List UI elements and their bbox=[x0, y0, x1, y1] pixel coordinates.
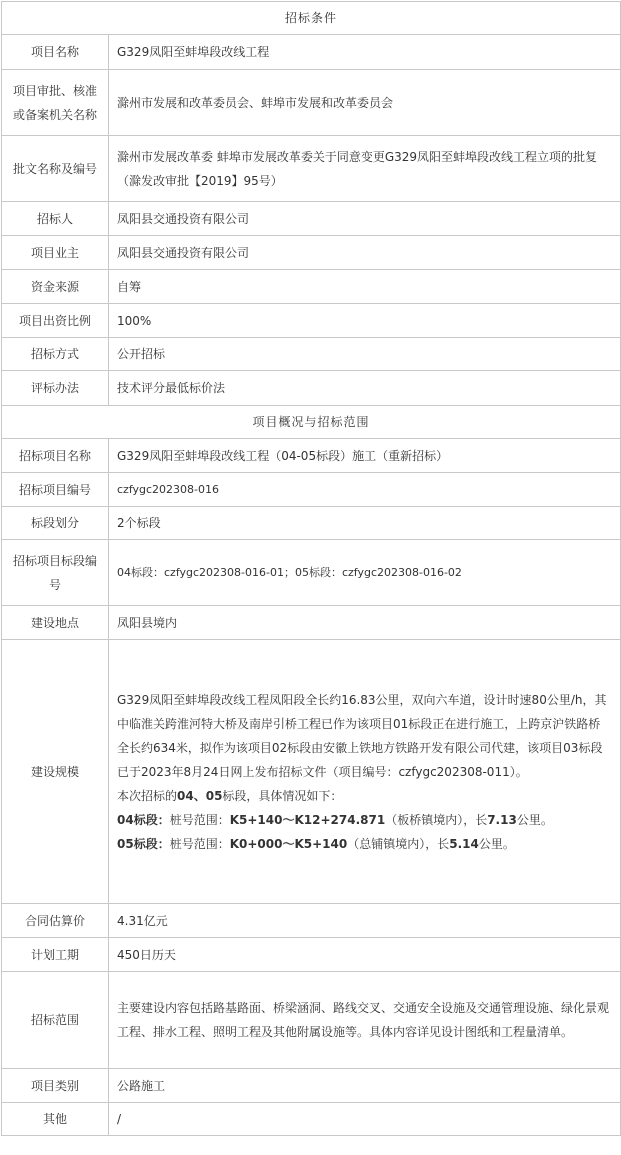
other-value: / bbox=[109, 1103, 621, 1136]
section-numbers-value: 04标段：czfygc202308-016-01；05标段：czfygc202308-016-02 bbox=[109, 540, 621, 606]
table-row bbox=[2, 606, 621, 640]
table-row bbox=[2, 70, 621, 136]
table-row bbox=[2, 136, 621, 202]
bidding-announcement-document bbox=[1, 1, 620, 1136]
section-header-row bbox=[2, 2, 621, 35]
table-row bbox=[2, 473, 621, 507]
table-row bbox=[2, 35, 621, 70]
tender-project-number-value: czfygc202308-016 bbox=[109, 473, 621, 507]
row-label: 其他 bbox=[2, 1103, 109, 1136]
construction-location-value: 凤阳县境内 bbox=[109, 606, 621, 640]
row-label: 招标方式 bbox=[2, 338, 109, 371]
row-label: 计划工期 bbox=[2, 938, 109, 972]
row-label: 招标项目标段编号 bbox=[2, 540, 109, 606]
scale-paragraph-intro: 本次招标的04、05标段，具体情况如下： bbox=[117, 788, 343, 803]
row-label: 招标项目名称 bbox=[2, 439, 109, 473]
row-label: 项目类别 bbox=[2, 1069, 109, 1103]
table-row bbox=[2, 540, 621, 606]
tender-project-name-value: G329凤阳至蚌埠段改线工程（04-05标段）施工（重新招标） bbox=[109, 439, 621, 473]
table-row bbox=[2, 202, 621, 236]
table-row bbox=[2, 938, 621, 972]
section-title-project-overview: 项目概况与招标范围 bbox=[2, 406, 621, 439]
planned-duration-value: 450日历天 bbox=[109, 938, 621, 972]
row-label: 合同估算价 bbox=[2, 904, 109, 938]
row-label: 招标人 bbox=[2, 202, 109, 236]
table-row bbox=[2, 640, 621, 904]
bidding-scope-value: 主要建设内容包括路基路面、桥梁涵洞、路线交叉、交通安全设施及交通管理设施、绿化景观工程、排水工程、照明工程及其他附属设施等。具体内容详见设计图纸和工程量清单。 bbox=[109, 972, 621, 1069]
table-row bbox=[2, 270, 621, 304]
evaluation-method-value: 技术评分最低标价法 bbox=[109, 371, 621, 406]
row-label: 招标范围 bbox=[2, 972, 109, 1069]
section-header-row bbox=[2, 406, 621, 439]
project-owner-value: 凤阳县交通投资有限公司 bbox=[109, 236, 621, 270]
construction-scale-value bbox=[109, 640, 621, 904]
table-row bbox=[2, 1103, 621, 1136]
row-label: 项目审批、核准或备案机关名称 bbox=[2, 70, 109, 136]
table-row bbox=[2, 371, 621, 406]
funding-source-value: 自筹 bbox=[109, 270, 621, 304]
project-name-value: G329凤阳至蚌埠段改线工程 bbox=[109, 35, 621, 70]
table-row bbox=[2, 972, 621, 1069]
tenderer-value: 凤阳县交通投资有限公司 bbox=[109, 202, 621, 236]
row-label: 项目名称 bbox=[2, 35, 109, 70]
approval-document-value: 滁州市发展改革委 蚌埠市发展改革委关于同意变更G329凤阳至蚌埠段改线工程立项的批复（滁发改审批【2019】95号） bbox=[109, 136, 621, 202]
table-row bbox=[2, 304, 621, 338]
scale-paragraph-section-04: 04标段：桩号范围：K5+140～K12+274.871（板桥镇境内），长7.13公里。 bbox=[117, 812, 553, 827]
row-label: 招标项目编号 bbox=[2, 473, 109, 507]
table-row bbox=[2, 439, 621, 473]
investment-ratio-value: 100% bbox=[109, 304, 621, 338]
project-category-value: 公路施工 bbox=[109, 1069, 621, 1103]
row-label: 批文名称及编号 bbox=[2, 136, 109, 202]
table-row bbox=[2, 236, 621, 270]
bidding-info-table bbox=[1, 1, 621, 1136]
table-row bbox=[2, 1069, 621, 1103]
row-label: 建设规模 bbox=[2, 640, 109, 904]
scale-paragraph-overview: G329凤阳至蚌埠段改线工程凤阳段全长约16.83公里，双向六车道，设计时速80公里/h，其中临淮关跨淮河特大桥及南岸引桥工程已作为该项目01标段正在进行施工，上跨京沪铁路桥全长约634米，拟作为该项目02标段由安徽上铁地方铁路开发有限公司代建，该项目03标段已于2023年8月24日网上发布招标文件（项目编号：czfygc202308-011）。 bbox=[117, 692, 607, 779]
section-division-value: 2个标段 bbox=[109, 507, 621, 540]
approval-authority-value: 滁州市发展和改革委员会、蚌埠市发展和改革委员会 bbox=[109, 70, 621, 136]
row-label: 资金来源 bbox=[2, 270, 109, 304]
row-label: 建设地点 bbox=[2, 606, 109, 640]
row-label: 项目业主 bbox=[2, 236, 109, 270]
table-row bbox=[2, 338, 621, 371]
contract-estimate-value: 4.31亿元 bbox=[109, 904, 621, 938]
section-title-bidding-conditions: 招标条件 bbox=[2, 2, 621, 35]
scale-paragraph-section-05: 05标段：桩号范围：K0+000～K5+140（总铺镇境内），长5.14公里。 bbox=[117, 836, 515, 851]
bidding-method-value: 公开招标 bbox=[109, 338, 621, 371]
row-label: 标段划分 bbox=[2, 507, 109, 540]
row-label: 项目出资比例 bbox=[2, 304, 109, 338]
row-label: 评标办法 bbox=[2, 371, 109, 406]
table-row bbox=[2, 507, 621, 540]
table-row bbox=[2, 904, 621, 938]
